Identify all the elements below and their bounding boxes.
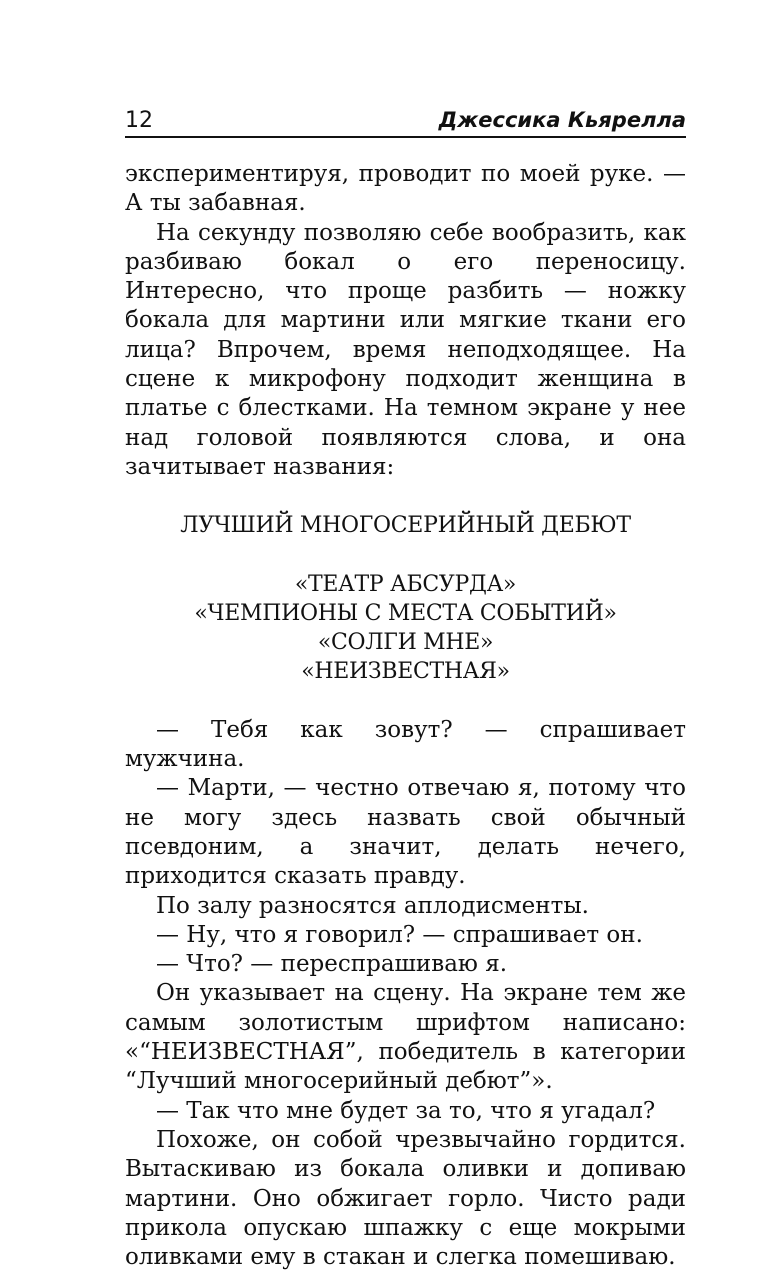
paragraph: экспериментируя, проводит по моей руке. — А ты забавная. bbox=[125, 161, 686, 217]
nominee-item: «ЧЕМПИОНЫ С МЕСТА СОБЫТИЙ» bbox=[194, 600, 617, 626]
page-number: 12 bbox=[125, 108, 153, 133]
paragraph: — Что? — переспрашиваю я. bbox=[156, 951, 508, 978]
running-header bbox=[125, 106, 686, 138]
paragraph: — Марти, — честно отвечаю я, потому что не могу здесь назвать свой обычный псевдоним, а значит, делать нечего, приходится сказать правду. bbox=[125, 775, 686, 890]
paragraph: По залу разносятся аплодисменты. bbox=[156, 892, 589, 919]
paragraph: Похоже, он собой чрезвычайно гордится. Вытаскиваю из бокала оливки и допиваю мартини. Оно обжигает горло. Чисто ради прикола опускаю шпажку с еще мокрыми оливками ему в стакан и слегка помешиваю. bbox=[125, 1126, 686, 1271]
nominee-list bbox=[125, 570, 686, 687]
nominee-item: «НЕИЗВЕСТНАЯ» bbox=[301, 659, 510, 685]
author-name: Джессика Кьярелла bbox=[438, 108, 686, 132]
award-category-heading: ЛУЧШИЙ МНОГОСЕРИЙНЫЙ ДЕБЮТ bbox=[180, 513, 631, 539]
nominee-item: «ТЕАТР АБСУРДА» bbox=[294, 571, 517, 597]
paragraph: — Ну, что я говорил? — спрашивает он. bbox=[156, 921, 643, 948]
paragraph: Он указывает на сцену. На экране тем же самым золотистым шрифтом написано: «“НЕИЗВЕСТНАЯ”, победитель в категории “Лучший многосерийный дебют”». bbox=[125, 980, 686, 1095]
nominee-item: «СОЛГИ МНЕ» bbox=[317, 630, 494, 656]
page-body bbox=[125, 160, 686, 1272]
paragraph: — Так что мне будет за то, что я угадал? bbox=[156, 1097, 656, 1124]
paragraph: — Тебя как зовут? — спрашивает мужчина. bbox=[125, 716, 686, 773]
paragraph: На секунду позволяю себе вообразить, как разбиваю бокал о его переносицу. Интересно, что проще разбить — ножку бокала для мартини или мягкие ткани его лица? Впрочем, время неподходящее. На сцене к микрофону подходит женщина в платье с блестками. На темном экране у нее над головой появляются слова, и она зачитывает названия: bbox=[125, 219, 686, 480]
